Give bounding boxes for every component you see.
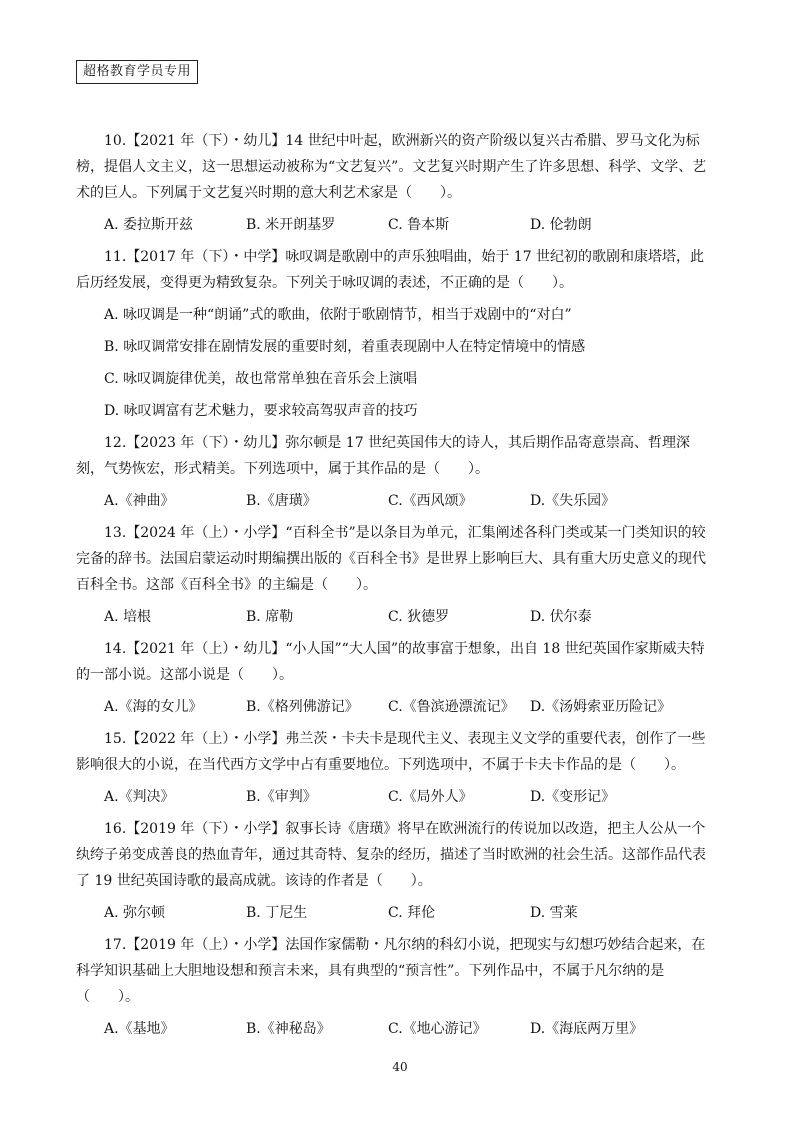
options-row: [104, 694, 716, 720]
option-b: B.《审判》: [246, 789, 317, 805]
option-a: A.《判决》: [104, 789, 175, 805]
question-16: [76, 816, 716, 926]
question-stem: 13.【2024 年（上）・小学】“百科全书”是以条目为单元，汇集阐述各科门类或某一门类知识的较完备的辞书。法国启蒙运动时期编撰出版的《百科全书》是世界上影响巨大、具有重大历史意义的现代百科全书。这部《百科全书》的主编是（ ）。: [76, 525, 706, 593]
options-row: [104, 784, 716, 810]
option-d: D.《海底两万里》: [530, 1021, 644, 1037]
question-10: [76, 128, 716, 238]
question-17: [76, 932, 716, 1042]
option-d: D. 伏尔泰: [530, 609, 592, 625]
option-c: C.《地心游记》: [388, 1021, 487, 1037]
option-a: A.《基地》: [104, 1021, 175, 1037]
question-stem: 15.【2022 年（上）・小学】弗兰茨・卡夫卡是现代主义、表现主义文学的重要代表，创作了一些影响很大的小说，在当代西方文学中占有重要地位。下列选项中，不属于卡夫卡作品的是（ ）。: [76, 731, 706, 773]
option-a: A. 咏叹调是一种“朗诵”式的歌曲，依附于歌剧情节，相当于戏剧中的“对白”: [104, 307, 572, 323]
option-a: A. 培根: [104, 609, 152, 625]
option-a: A.《神曲》: [104, 493, 175, 509]
options-row: [104, 900, 716, 926]
question-11: [76, 244, 716, 424]
option-c: C. 鲁本斯: [388, 217, 450, 233]
option-b: B. 席勒: [246, 609, 294, 625]
option-c: C. 咏叹调旋律优美，故也常常单独在音乐会上演唱: [104, 371, 418, 387]
question-12: [76, 430, 716, 514]
page-number: 40: [392, 1060, 408, 1074]
options-row: [104, 488, 716, 514]
options-row: [104, 604, 716, 630]
question-14: [76, 636, 716, 720]
option-b: B.《神秘岛》: [246, 1021, 331, 1037]
question-stem: 16.【2019 年（下）・小学】叙事长诗《唐璜》将早在欧洲流行的传说加以改造，把主人公从一个纨绔子弟变成善良的热血青年，通过其奇特、复杂的经历，描述了当时欧洲的社会生活。这部作品代表了 19 世纪英国诗歌的最高成就。该诗的作者是（ ）。: [76, 821, 706, 889]
question-list: [76, 128, 716, 1048]
option-d: D.《汤姆索亚历险记》: [530, 699, 672, 715]
option-b: B. 咏叹调常安排在剧情发展的重要时刻，着重表现剧中人在特定情境中的情感: [104, 339, 586, 355]
option-c: C. 拜伦: [388, 905, 436, 921]
option-a: A.《海的女儿》: [104, 699, 203, 715]
question-15: [76, 726, 716, 810]
option-b: B. 丁尼生: [246, 905, 308, 921]
question-13: [76, 520, 716, 630]
question-stem: 12.【2023 年（下）・幼儿】弥尔顿是 17 世纪英国伟大的诗人，其后期作品寄意崇高、哲理深刻，气势恢宏，形式精美。下列选项中，属于其作品的是（ ）。: [76, 435, 691, 477]
option-d: D. 伦勃朗: [530, 217, 592, 233]
option-c: C.《鲁滨逊漂流记》: [388, 699, 515, 715]
option-c: C.《西风颂》: [388, 493, 473, 509]
header-label: 超格教育学员专用: [76, 60, 198, 84]
options-row: [104, 212, 716, 238]
option-b: B.《唐璜》: [246, 493, 317, 509]
question-stem: 10.【2021 年（下）・幼儿】14 世纪中叶起，欧洲新兴的资产阶级以复兴古希腊、罗马文化为标榜，提倡人文主义，这一思想运动被称为“文艺复兴”。文艺复兴时期产生了许多思想、科学、文学、艺术的巨人。下列属于文艺复兴时期的意大利艺术家是（ ）。: [76, 133, 707, 201]
question-stem: 11.【2017 年（下）・中学】咏叹调是歌剧中的声乐独唱曲，始于 17 世纪初的歌剧和康塔塔，此后历经发展，变得更为精致复杂。下列关于咏叹调的表述，不正确的是（ ）。: [76, 249, 705, 291]
option-b: B.《格列佛游记》: [246, 699, 359, 715]
option-c: C.《局外人》: [388, 789, 473, 805]
option-d: D.《失乐园》: [530, 493, 616, 509]
question-stem: 17.【2019 年（上）・小学】法国作家儒勒・凡尔纳的科幻小说，把现实与幻想巧妙结合起来，在科学知识基础上大胆地设想和预言未来，具有典型的“预言性”。下列作品中，不属于凡尔纳的是（ ）。: [76, 937, 706, 1005]
option-a: A. 委拉斯开兹: [104, 217, 194, 233]
option-c: C. 狄德罗: [388, 609, 450, 625]
question-stem: 14.【2021 年（上）・幼儿】“小人国”“大人国”的故事富于想象，出自 18 世纪英国作家斯威夫特的一部小说。这部小说是（ ）。: [76, 641, 705, 683]
option-d: D.《变形记》: [530, 789, 616, 805]
options-row: [104, 1016, 716, 1042]
option-d: D. 雪莱: [530, 905, 578, 921]
option-d: D. 咏叹调富有艺术魅力，要求较高驾驭声音的技巧: [104, 403, 418, 419]
option-a: A. 弥尔顿: [104, 905, 166, 921]
option-b: B. 米开朗基罗: [246, 217, 336, 233]
